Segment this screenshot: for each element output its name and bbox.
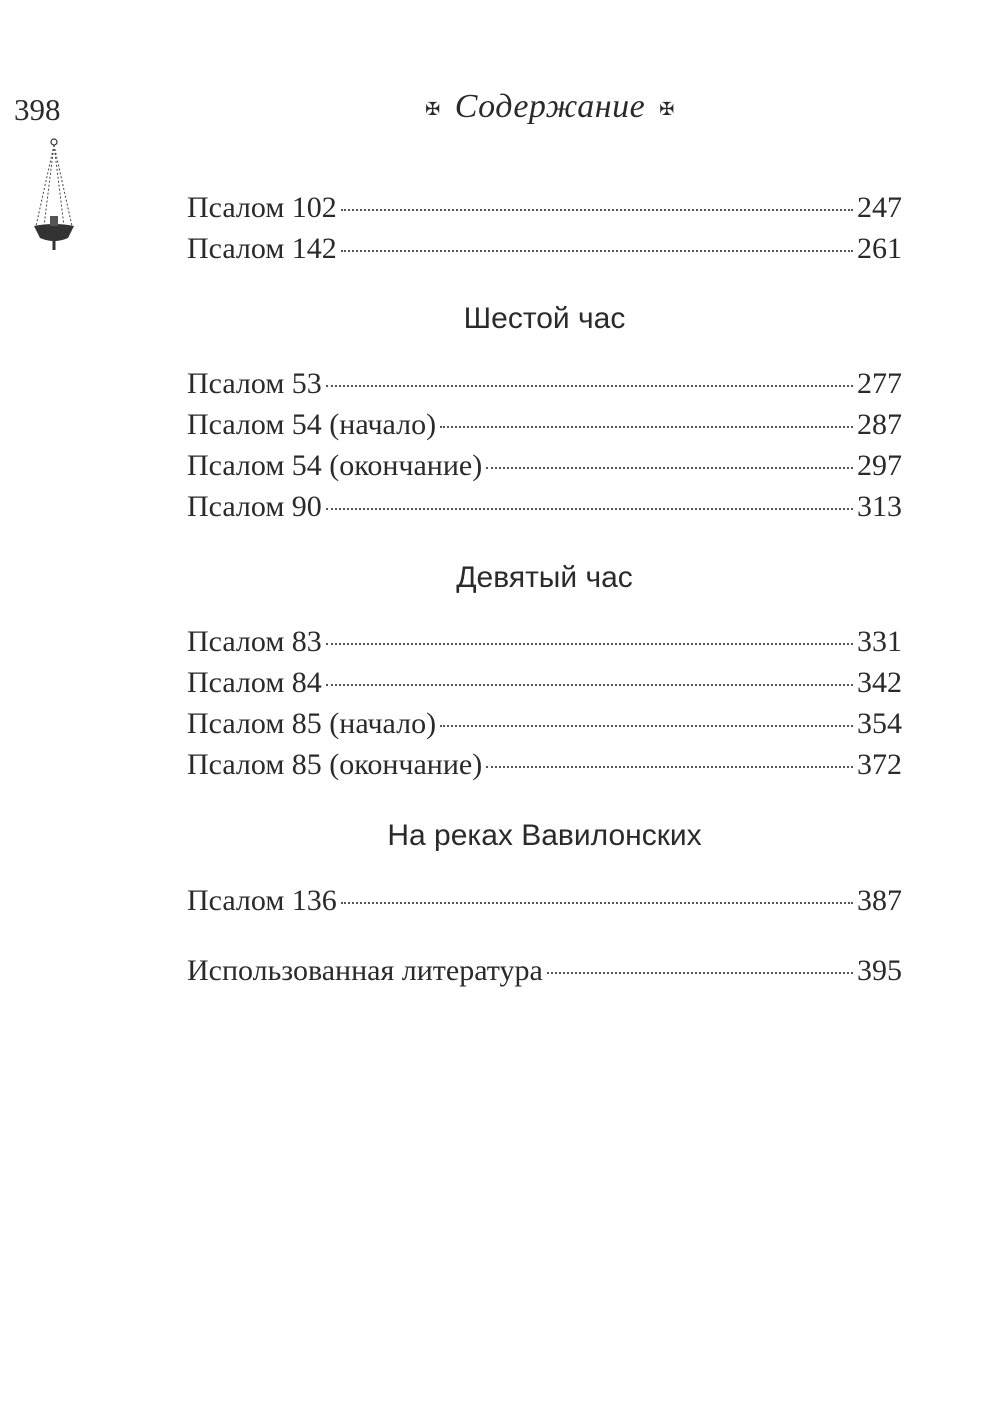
entry-page: 387: [857, 884, 902, 917]
toc-entry[interactable]: [187, 744, 902, 785]
dot-leader: [486, 766, 853, 768]
toc-entry[interactable]: [187, 662, 902, 703]
dot-leader: [341, 250, 853, 252]
entry-title: Псалом 53: [187, 367, 322, 400]
entry-title: Псалом 84: [187, 666, 322, 699]
entry-title: Псалом 54 (начало): [187, 408, 437, 441]
cross-ornament-icon: ✠: [425, 98, 441, 119]
running-title: [400, 88, 700, 126]
entry-title: Псалом 83: [187, 625, 322, 658]
entry-page: 372: [857, 748, 902, 781]
entry-page: 395: [857, 954, 902, 987]
toc-entry[interactable]: [187, 228, 902, 269]
dot-leader: [547, 972, 853, 974]
entry-page: 297: [857, 449, 902, 482]
page-number: 398: [14, 92, 61, 127]
entry-page: 277: [857, 367, 902, 400]
section-heading: На реках Вавилонских: [387, 819, 702, 852]
entry-page: 261: [857, 232, 902, 265]
entry-title: Псалом 90: [187, 490, 322, 523]
dot-leader: [486, 467, 853, 469]
toc-entry[interactable]: [187, 880, 902, 921]
entry-title: Псалом 85 (начало): [187, 707, 437, 740]
toc-entry[interactable]: [187, 404, 902, 445]
dot-leader: [440, 725, 853, 727]
dot-leader: [326, 643, 853, 645]
section-heading: Шестой час: [463, 302, 626, 335]
entry-page: 354: [857, 707, 902, 740]
running-title-text: Содержание: [454, 88, 646, 125]
entry-title: Псалом 136: [187, 884, 337, 917]
cross-ornament-icon: ✠: [659, 98, 675, 119]
toc-entry[interactable]: [187, 363, 902, 404]
entry-page: 331: [857, 625, 902, 658]
toc-entry[interactable]: [187, 703, 902, 744]
entry-title: Псалом 102: [187, 191, 337, 224]
entry-title: Псалом 85 (окончание): [187, 748, 483, 781]
toc-entry[interactable]: [187, 187, 902, 228]
dot-leader: [341, 902, 853, 904]
entry-title: Псалом 142: [187, 232, 337, 265]
entry-page: 342: [857, 666, 902, 699]
dot-leader: [341, 209, 853, 211]
dot-leader: [440, 426, 853, 428]
toc-entry[interactable]: [187, 486, 902, 527]
entry-page: 247: [857, 191, 902, 224]
entry-title: Псалом 54 (окончание): [187, 449, 483, 482]
toc-entry[interactable]: [187, 950, 902, 991]
dot-leader: [326, 508, 853, 510]
entry-page: 287: [857, 408, 902, 441]
entry-title: Использованная литература: [187, 954, 543, 987]
entry-page: 313: [857, 490, 902, 523]
dot-leader: [326, 385, 853, 387]
toc-entry[interactable]: [187, 621, 902, 662]
section-heading: Девятый час: [456, 561, 633, 594]
hanging-lamp-icon: [30, 138, 80, 250]
dot-leader: [326, 684, 853, 686]
toc-entry[interactable]: [187, 445, 902, 486]
